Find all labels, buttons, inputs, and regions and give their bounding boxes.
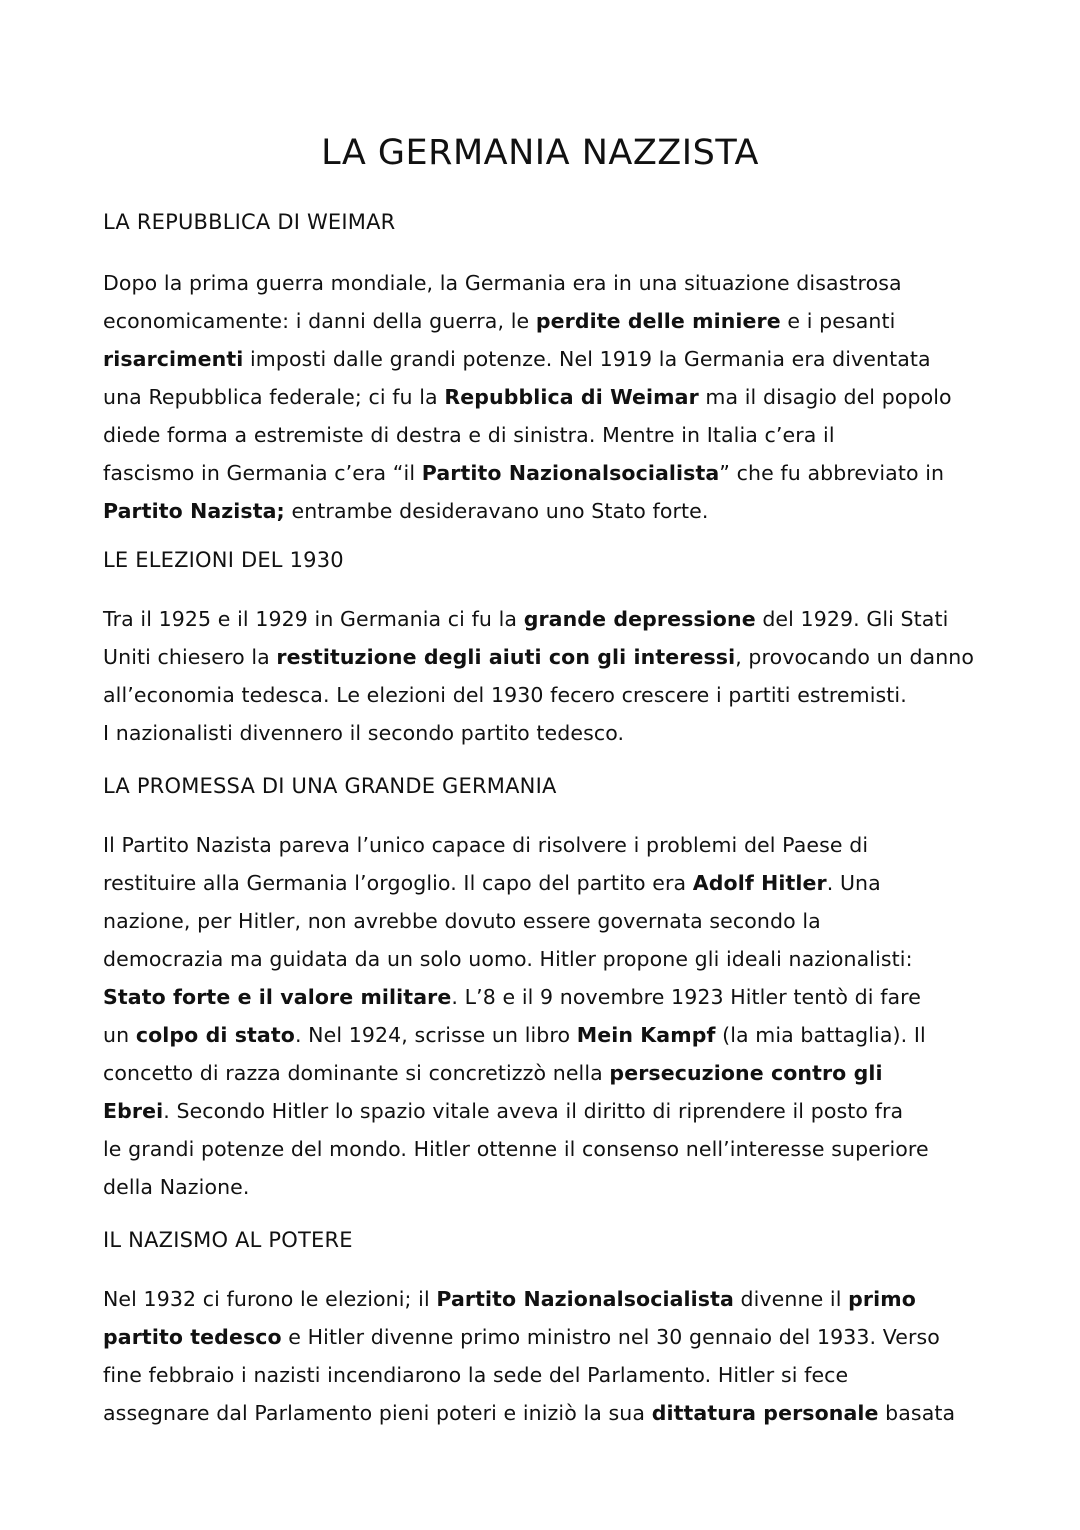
text-run: . Una <box>826 871 881 895</box>
text-run: ” che fu abbreviato in <box>719 461 945 485</box>
section-heading: LA REPUBBLICA DI WEIMAR <box>103 210 396 234</box>
text-line <box>103 302 983 340</box>
section-paragraph <box>103 1280 983 1432</box>
text-line <box>103 1130 983 1168</box>
text-run: Uniti chiesero la <box>103 645 277 669</box>
section-heading: LA PROMESSA DI UNA GRANDE GERMANIA <box>103 774 557 798</box>
bold-text: restituzione degli aiuti con gli interessi <box>276 645 736 669</box>
section-paragraph <box>103 826 983 1206</box>
text-line <box>103 1016 983 1054</box>
text-line <box>103 978 983 1016</box>
text-run: , provocando un danno <box>735 645 975 669</box>
text-run: ma il disagio del popolo <box>698 385 952 409</box>
bold-text: Adolf Hitler <box>692 871 827 895</box>
text-run: economicamente: i danni della guerra, le <box>103 309 536 333</box>
text-run: I nazionalisti divennero il secondo partito tedesco. <box>103 721 625 745</box>
text-line <box>103 1394 983 1432</box>
bold-text: persecuzione contro gli <box>609 1061 883 1085</box>
bold-text: partito tedesco <box>103 1325 282 1349</box>
text-line <box>103 378 983 416</box>
text-run: del 1929. Gli Stati <box>755 607 949 631</box>
bold-text: colpo di stato <box>135 1023 295 1047</box>
text-line <box>103 454 983 492</box>
text-line <box>103 1356 983 1394</box>
text-run: basata <box>878 1401 956 1425</box>
text-run: e Hitler divenne primo ministro nel 30 gennaio del 1933. Verso <box>281 1325 940 1349</box>
text-run: una Repubblica federale; ci fu la <box>103 385 445 409</box>
text-line <box>103 676 983 714</box>
text-run: . Nel 1924, scrisse un libro <box>294 1023 577 1047</box>
text-line <box>103 340 983 378</box>
section-heading: LE ELEZIONI DEL 1930 <box>103 548 344 572</box>
text-run: Il Partito Nazista pareva l’unico capace di risolvere i problemi del Paese di <box>103 833 869 857</box>
text-line <box>103 714 983 752</box>
bold-text: grande depressione <box>523 607 756 631</box>
text-line <box>103 864 983 902</box>
text-run: della Nazione. <box>103 1175 250 1199</box>
section-promessa-grande-germania <box>103 774 983 1206</box>
text-run: fascismo in Germania c’era “il <box>103 461 422 485</box>
text-run: assegnare dal Parlamento pieni poteri e iniziò la sua <box>103 1401 652 1425</box>
text-line <box>103 1054 983 1092</box>
text-run: . L’8 e il 9 novembre 1923 Hitler tentò di fare <box>451 985 921 1009</box>
text-run: fine febbraio i nazisti incendiarono la sede del Parlamento. Hitler si fece <box>103 1363 849 1387</box>
text-line <box>103 1168 983 1206</box>
bold-text: Partito Nazionalsocialista <box>421 461 720 485</box>
text-line <box>103 492 983 530</box>
text-run: Tra il 1925 e il 1929 in Germania ci fu la <box>103 607 524 631</box>
text-line <box>103 264 983 302</box>
text-line <box>103 1280 983 1318</box>
text-run: un <box>103 1023 136 1047</box>
text-line <box>103 1092 983 1130</box>
bold-text: primo <box>848 1287 916 1311</box>
text-line <box>103 600 983 638</box>
section-nazismo-al-potere <box>103 1228 983 1432</box>
section-heading: IL NAZISMO AL POTERE <box>103 1228 353 1252</box>
text-run: le grandi potenze del mondo. Hitler ottenne il consenso nell’interesse superiore <box>103 1137 929 1161</box>
bold-text: Partito Nazista; <box>103 499 285 523</box>
text-line <box>103 902 983 940</box>
text-line <box>103 416 983 454</box>
text-run: imposti dalle grandi potenze. Nel 1919 la Germania era diventata <box>243 347 931 371</box>
bold-text: Partito Nazionalsocialista <box>436 1287 734 1311</box>
text-run: diede forma a estremiste di destra e di sinistra. Mentre in Italia c’era il <box>103 423 835 447</box>
bold-text: Stato forte e il valore militare <box>103 985 452 1009</box>
page-title: LA GERMANIA NAZZISTA <box>321 133 759 173</box>
bold-text: Repubblica di Weimar <box>444 385 699 409</box>
bold-text: Mein Kampf <box>576 1023 716 1047</box>
section-elezioni-1930 <box>103 548 983 752</box>
text-run: entrambe desideravano uno Stato forte. <box>284 499 709 523</box>
text-run: divenne il <box>733 1287 849 1311</box>
bold-text: perdite delle miniere <box>535 309 781 333</box>
text-run: . Secondo Hitler lo spazio vitale aveva il diritto di riprendere il posto fra <box>163 1099 904 1123</box>
text-run: democrazia ma guidata da un solo uomo. Hitler propone gli ideali nazionalisti: <box>103 947 913 971</box>
section-paragraph <box>103 600 983 752</box>
text-run: (la mia battaglia). Il <box>715 1023 926 1047</box>
text-run: restituire alla Germania l’orgoglio. Il capo del partito era <box>103 871 693 895</box>
bold-text: dittatura personale <box>651 1401 879 1425</box>
text-line <box>103 1318 983 1356</box>
text-run: Dopo la prima guerra mondiale, la Germania era in una situazione disastrosa <box>103 271 902 295</box>
text-line <box>103 940 983 978</box>
text-run: Nel 1932 ci furono le elezioni; il <box>103 1287 437 1311</box>
text-line <box>103 638 983 676</box>
section-repubblica-di-weimar <box>103 210 983 530</box>
text-run: e i pesanti <box>780 309 896 333</box>
section-paragraph <box>103 264 983 530</box>
bold-text: risarcimenti <box>103 347 244 371</box>
text-run: concetto di razza dominante si concretizzò nella <box>103 1061 610 1085</box>
text-run: nazione, per Hitler, non avrebbe dovuto essere governata secondo la <box>103 909 821 933</box>
text-run: all’economia tedesca. Le elezioni del 1930 fecero crescere i partiti estremisti. <box>103 683 907 707</box>
text-line <box>103 826 983 864</box>
bold-text: Ebrei <box>103 1099 164 1123</box>
